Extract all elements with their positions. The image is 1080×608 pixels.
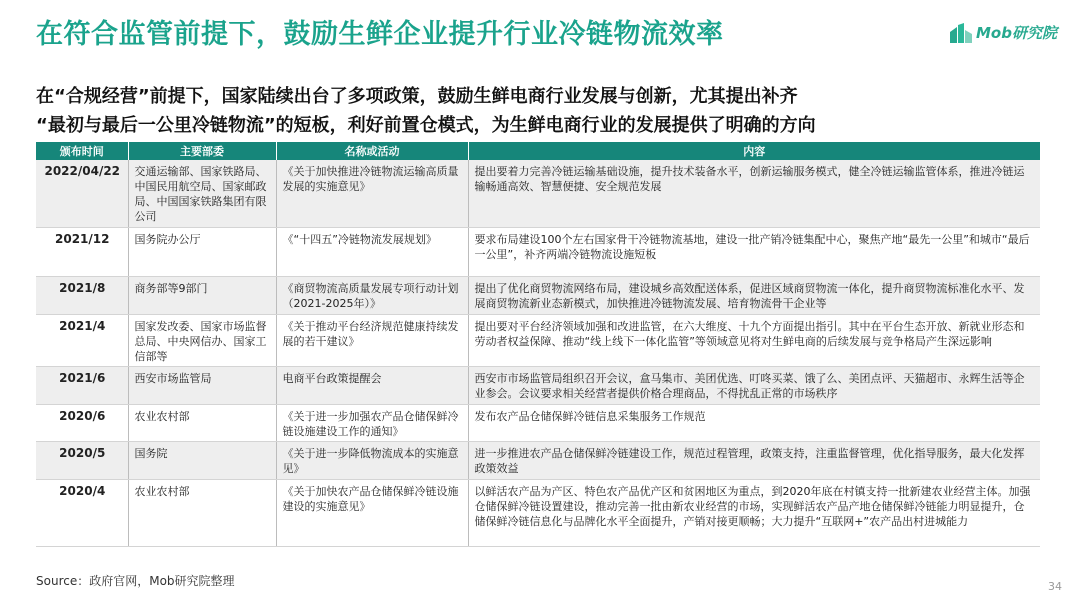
cell-name: 《“十四五”冷链物流发展规划》 [276,227,468,276]
header-content: 内容 [468,142,1040,160]
table-row [36,227,1040,276]
cell-department: 农业农村部 [128,479,276,546]
cell-date: 2021/8 [36,276,128,314]
header-date: 颁布时间 [36,142,128,160]
cell-content: 提出要对平台经济领域加强和改进监管，在六大维度、十九个方面提出指引。其中在平台生态开放、新就业形态和劳动者权益保障、推动“线上线下一体化监管”等领域意见将对生鲜电商的后续发展与竞争格局产生深远影响 [468,314,1040,366]
cell-date: 2021/12 [36,227,128,276]
cell-department: 国务院 [128,441,276,479]
cell-name: 《商贸物流高质量发展专项行动计划（2021-2025年）》 [276,276,468,314]
policy-table [36,142,1040,547]
cell-department: 西安市场监管局 [128,366,276,404]
cell-department: 交通运输部、国家铁路局、中国民用航空局、国家邮政局、中国国家铁路集团有限公司 [128,160,276,227]
cell-department: 农业农村部 [128,404,276,441]
cell-department: 商务部等9部门 [128,276,276,314]
header-department: 主要部委 [128,142,276,160]
table-row [36,479,1040,546]
cell-content: 发布农产品仓储保鲜冷链信息采集服务工作规范 [468,404,1040,441]
logo-icon [950,23,972,43]
cell-name: 《关于进一步加强农产品仓储保鲜冷链设施建设工作的通知》 [276,404,468,441]
cell-date: 2020/4 [36,479,128,546]
source-note: Source：政府官网，Mob研究院整理 [36,574,235,588]
page-number: 34 [1048,580,1062,593]
cell-department: 国家发改委、国家市场监督总局、中央网信办、国家工信部等 [128,314,276,366]
cell-content: 进一步推进农产品仓储保鲜冷链建设工作，规范过程管理，政策支持，注重监督管理，优化指导服务，最大化发挥政策效益 [468,441,1040,479]
cell-department: 国务院办公厅 [128,227,276,276]
cell-content: 要求布局建设100个左右国家骨干冷链物流基地，建设一批产销冷链集配中心，聚焦产地“最先一公里”和城市“最后一公里”，补齐两端冷链物流设施短板 [468,227,1040,276]
table-row [36,160,1040,227]
table-row [36,366,1040,404]
cell-content: 西安市市场监管局组织召开会议，盒马集市、美团优选、叮咚买菜、饿了么、美团点评、天猫超市、永辉生活等企业参会。会议要求相关经营者提供价格合理商品，不得扰乱正常的市场秩序 [468,366,1040,404]
table-row [36,404,1040,441]
table-row [36,441,1040,479]
cell-name: 《关于推动平台经济规范健康持续发展的若干建议》 [276,314,468,366]
cell-date: 2020/6 [36,404,128,441]
cell-name: 《关于加快农产品仓储保鲜冷链设施建设的实施意见》 [276,479,468,546]
cell-content: 提出要着力完善冷链运输基础设施，提升技术装备水平，创新运输服务模式，健全冷链运输监管体系，推进冷链运输畅通高效、智慧便捷、安全规范发展 [468,160,1040,227]
table-row [36,314,1040,366]
cell-date: 2021/6 [36,366,128,404]
cell-name: 《关于加快推进冷链物流运输高质量发展的实施意见》 [276,160,468,227]
page-title: 在符合监管前提下，鼓励生鲜企业提升行业冷链物流效率 [36,19,724,50]
logo-text: Mob研究院 [976,24,1057,42]
cell-content: 以鲜活农产品为产区、特色农产品优产区和贫困地区为重点，到2020年底在村镇支持一批新建农业经营主体。加强仓储保鲜冷链设置建设，推动完善一批由新农业经营的市场，实现鲜活农产品产地仓储保鲜冷链能力明显提升，仓储保鲜冷链信息化与品牌化水平全面提升，产销对接更顺畅；大力提升“互联网+”农产品出村进城能力 [468,479,1040,546]
subtitle-line-1: 在“合规经营”前提下，国家陆续出台了多项政策，鼓励生鲜电商行业发展与创新，尤其提出补齐 [36,86,798,107]
cell-name: 电商平台政策提醒会 [276,366,468,404]
header-name: 名称或活动 [276,142,468,160]
cell-content: 提出了优化商贸物流网络布局，建设城乡高效配送体系，促进区域商贸物流一体化，提升商贸物流标准化水平、发展商贸物流新业态新模式，加快推进冷链物流发展、培育物流骨干企业等 [468,276,1040,314]
cell-date: 2020/5 [36,441,128,479]
cell-date: 2021/4 [36,314,128,366]
subtitle-line-2: “最初与最后一公里冷链物流”的短板，利好前置仓模式，为生鲜电商行业的发展提供了明确的方向 [36,115,816,136]
cell-name: 《关于进一步降低物流成本的实施意见》 [276,441,468,479]
table-row [36,276,1040,314]
table-header-row [36,142,1040,160]
cell-date: 2022/04/22 [36,160,128,227]
mob-logo [950,22,1057,43]
